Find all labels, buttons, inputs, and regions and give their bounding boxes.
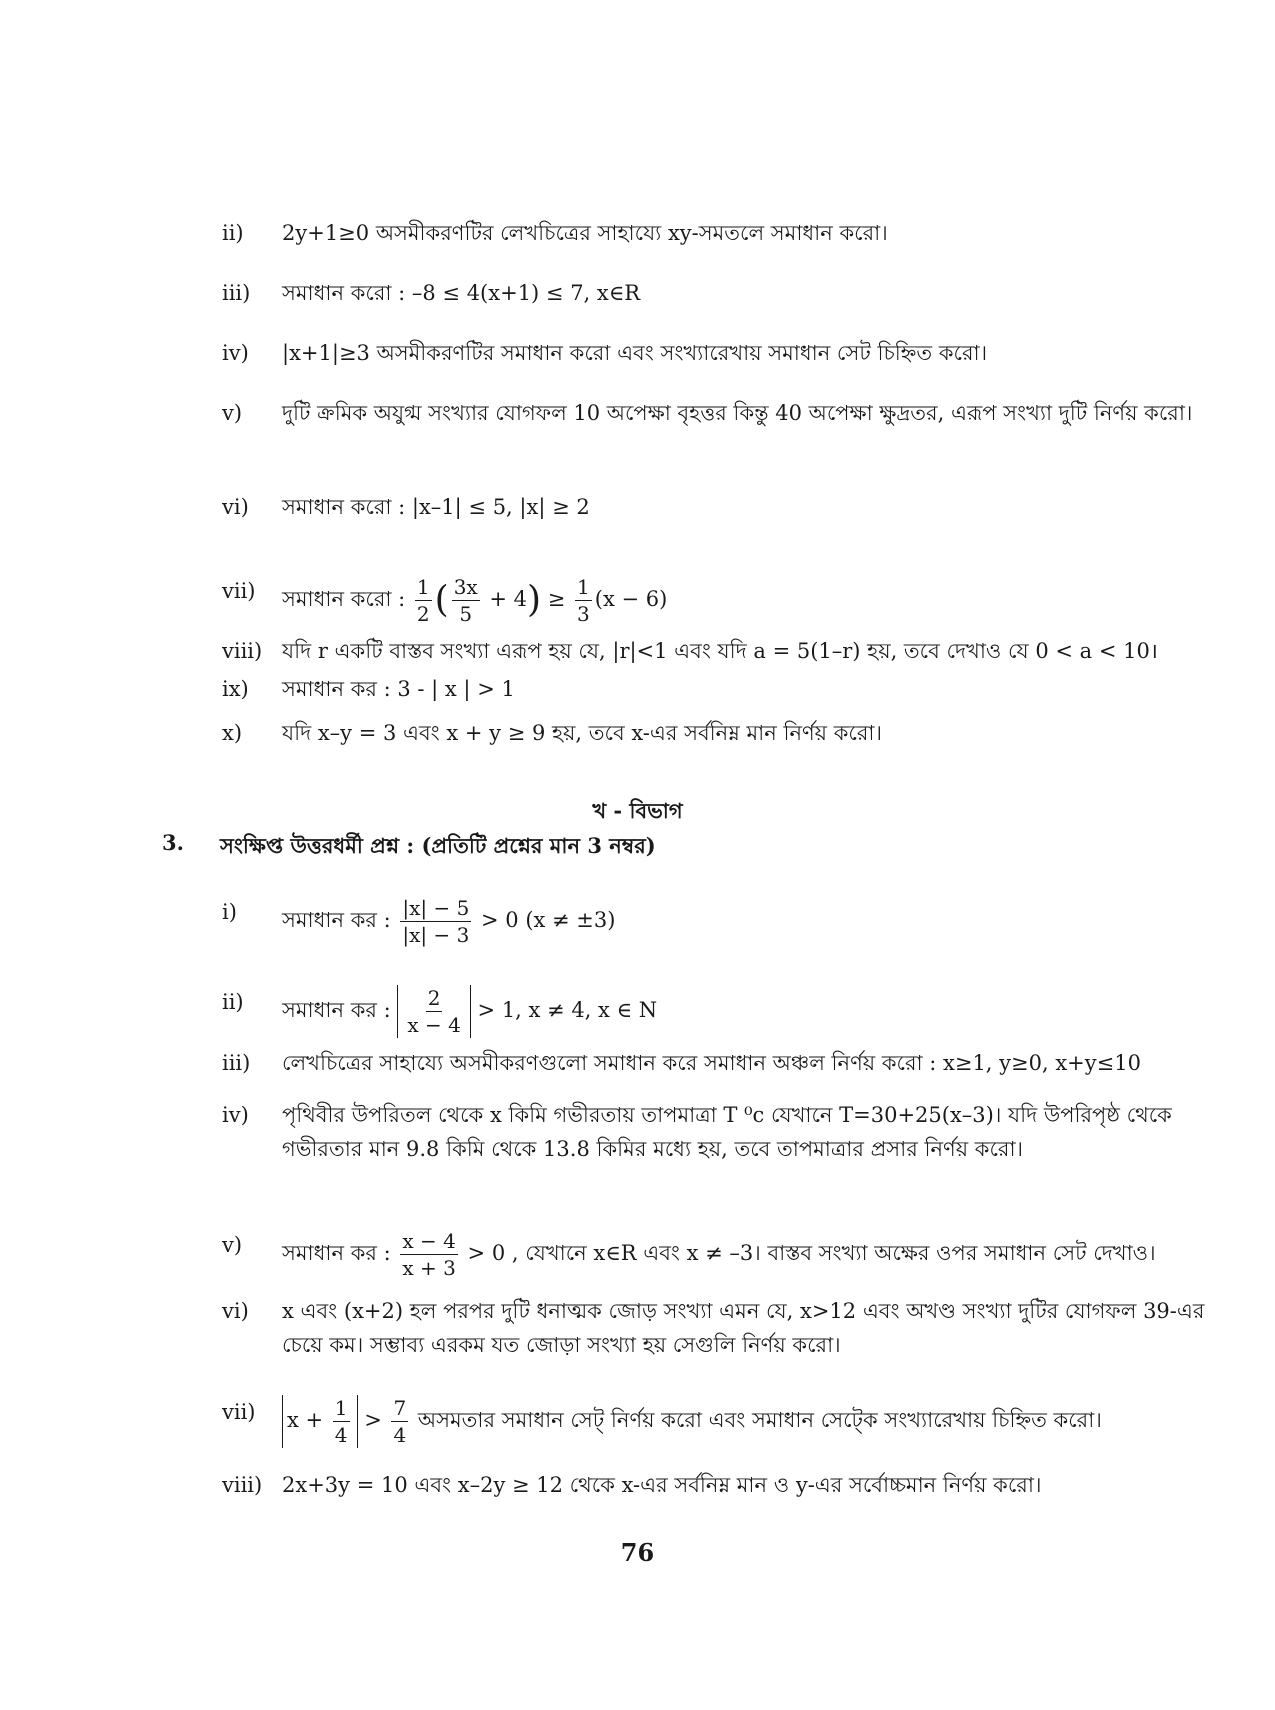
fraction: $\frac{|x| - 5}{|x| - 3}$: [402, 896, 470, 947]
item-text: যদি r একটি বাস্তব সংখ্যা এরূপ হয় যে, |r|<1 এবং যদি a = 5(1–r) হয়, তবে দেখাও যে 0 < a < 10।: [282, 639, 1158, 663]
item-lead: সমাধান করো :: [282, 587, 406, 611]
fraction: $\frac{1}{2}$: [416, 575, 430, 626]
question-number: 3.: [162, 830, 184, 855]
item-number: iv): [222, 341, 249, 365]
item-number: x): [222, 721, 243, 745]
item-text: 2y+1≥0 অসমীকরণটির লেখচিত্রের সাহায্যে xy-সমতলে সমাধান করো।: [282, 221, 888, 245]
item-text: লেখচিত্রের সাহায্যে অসমীকরণগুলো সমাধান করে সমাধান অঞ্চল নির্ণয় করো : x≥1, y≥0, x+y≤10: [282, 1051, 1141, 1075]
item-number: v): [222, 401, 243, 425]
item-text: পৃথিবীর উপরিতল থেকে x কিমি গভীরতায় তাপমাত্রা T ⁰c যেখানে T=30+25(x–3)। যদি উপরিপৃষ্ঠ থেকে গভীরতার মান 9.8 কিমি থেকে 13.8 কিমির মধ্যে হয়, তবে তাপমাত্রার প্রসার নির্ণয় করো।: [282, 1103, 1172, 1161]
item-number: iii): [222, 281, 251, 305]
item-tail: অসমতার সমাধান সেট্ নির্ণয় করো এবং সমাধান সেট্কে সংখ্যারেখায় চিহ্নিত করো।: [417, 1408, 1102, 1432]
inequality-expression: x + $\frac{1}{4}$ > $\frac{7}{4}$: [282, 1408, 411, 1432]
fraction: $\frac{1}{3}$: [577, 575, 590, 626]
item-text: [282, 895, 1222, 948]
item-text: 2x+3y = 10 এবং x–2y ≥ 12 থেকে x-এর সর্বনিম্ন মান ও y-এর সর্বোচ্চমান নির্ণয় করো।: [282, 1473, 1042, 1497]
question-title: সংক্ষিপ্ত উত্তরধর্মী প্রশ্ন : (প্রতিটি প্রশ্নের মান 3 নম্বর): [220, 833, 656, 858]
absolute-value: x + $\frac{1}{4}$: [282, 1395, 358, 1448]
item-number: ix): [222, 677, 249, 701]
item-text: [282, 985, 1222, 1038]
item-number: viii): [222, 639, 263, 663]
item-number: iv): [222, 1103, 249, 1127]
fraction: $\frac{3x}{5}$: [453, 575, 478, 626]
fraction: $\frac{2}{x - 4}$: [407, 986, 461, 1037]
fraction: $\frac{x - 4}{x + 3}$: [402, 1229, 456, 1280]
item-text: [282, 1228, 1222, 1281]
fraction: $\frac{1}{4}$: [334, 1396, 348, 1447]
item-tail: > 0 , যেখানে x∈R এবং x ≠ –3। বাস্তব সংখ্যা অক্ষের ওপর সমাধান সেট দেখাও।: [467, 1241, 1156, 1265]
item-lead: সমাধান কর :: [282, 998, 391, 1022]
item-number: viii): [222, 1473, 263, 1497]
fraction: $\frac{7}{4}$: [393, 1396, 407, 1447]
item-number: iii): [222, 1051, 251, 1075]
item-number: vi): [222, 495, 249, 519]
item-text: সমাধান কর : 3 - | x | > 1: [282, 677, 515, 701]
item-lead: সমাধান কর :: [282, 1241, 391, 1265]
item-lead: সমাধান কর :: [282, 908, 391, 932]
item-text: [282, 574, 1222, 627]
item-tail: > 1, x ≠ 4, x ∈ N: [477, 998, 658, 1022]
item-text: দুটি ক্রমিক অযুগ্ম সংখ্যার যোগফল 10 অপেক্ষা বৃহত্তর কিন্তু 40 অপেক্ষা ক্ষুদ্রতর, এরূপ সংখ্যা দুটি নির্ণয় করো।: [282, 401, 1193, 425]
item-number: i): [222, 900, 237, 924]
page-number: 76: [620, 1538, 655, 1567]
section-heading: খ - বিভাগ: [592, 798, 683, 823]
inequality-expression: $\frac{1}{2}$ ( $\frac{3x}{5}$ + 4) ≥ $\frac{1}{3}$ (x − 6): [416, 575, 668, 626]
item-number: vii): [222, 1400, 256, 1424]
item-text: সমাধান করো : |x–1| ≤ 5, |x| ≥ 2: [282, 495, 590, 519]
item-text: |x+1|≥3 অসমীকরণটির সমাধান করো এবং সংখ্যারেখায় সমাধান সেট চিহ্নিত করো।: [282, 341, 988, 365]
absolute-value: [397, 985, 470, 1038]
item-number: vi): [222, 1299, 249, 1323]
item-text: সমাধান করো : –8 ≤ 4(x+1) ≤ 7, x∈R: [282, 281, 641, 305]
item-number: v): [222, 1233, 243, 1257]
item-tail: > 0 (x ≠ ±3): [481, 908, 616, 932]
item-number: vii): [222, 579, 256, 603]
item-number: ii): [222, 990, 244, 1014]
item-text: যদি x–y = 3 এবং x + y ≥ 9 হয়, তবে x-এর সর্বনিম্ন মান নির্ণয় করো।: [282, 721, 883, 745]
item-text: [282, 1395, 1222, 1448]
item-number: ii): [222, 221, 244, 245]
item-text: x এবং (x+2) হল পরপর দুটি ধনাত্মক জোড় সংখ্যা এমন যে, x>12 এবং অখণ্ড সংখ্যা দুটির যোগফল 39-এর চেয়ে কম। সম্ভাব্য এরকম যত জোড়া সংখ্যা হয় সেগুলি নির্ণয় করো।: [282, 1299, 1205, 1357]
